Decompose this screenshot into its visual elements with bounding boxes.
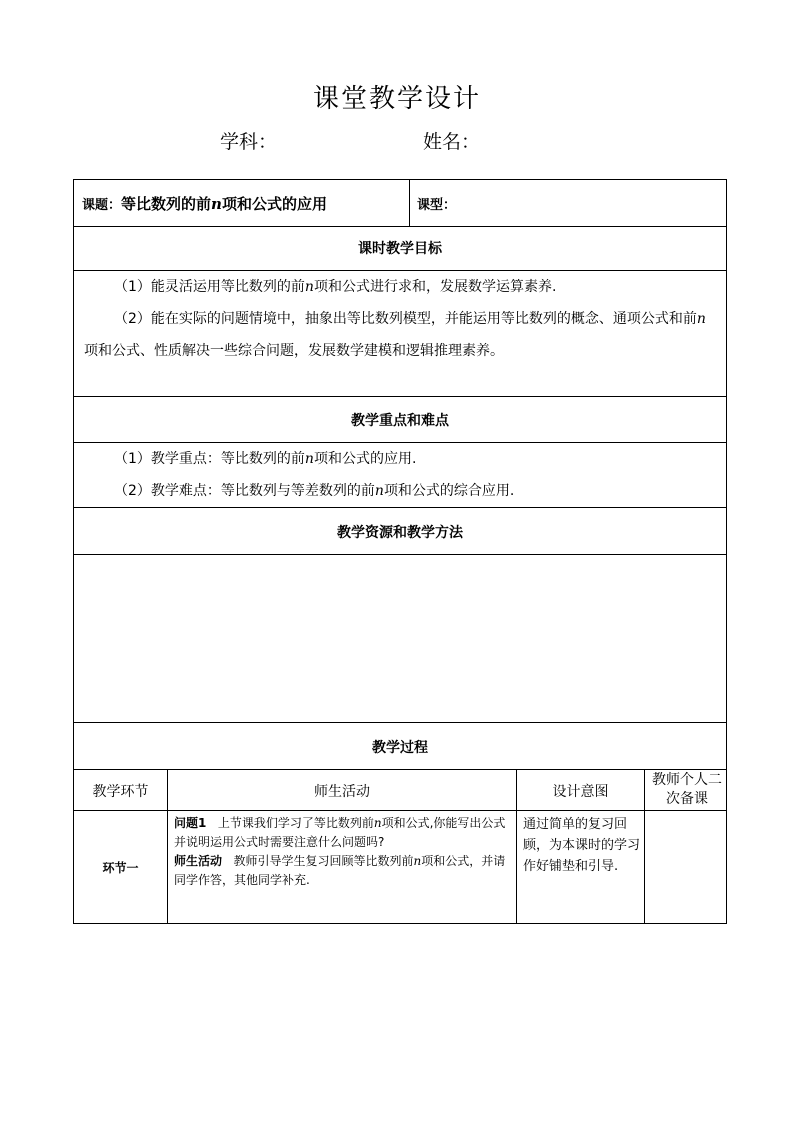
key-points-body — [74, 443, 726, 507]
row-divider — [73, 226, 727, 227]
row-divider — [73, 722, 727, 723]
column-header-stage: 教学环节 — [92, 784, 149, 800]
column-header-notes: 教师个人二次备课 — [652, 772, 722, 807]
topic-cell — [76, 180, 406, 226]
key-points-heading: 教学重点和难点 — [351, 413, 449, 429]
column-divider — [409, 180, 410, 226]
intent-cell: 通过简单的复习回顾，为本课时的学习作好铺垫和引导. — [523, 817, 641, 874]
name-label: 姓名： — [423, 131, 481, 153]
notes-cell — [645, 812, 726, 923]
subject-label: 学科： — [220, 131, 278, 153]
objectives-heading: 课时教学目标 — [358, 241, 442, 257]
topic-label: 课题： — [82, 197, 122, 213]
activity-cell — [170, 812, 516, 890]
course-type-label: 课型： — [417, 197, 457, 213]
activity-text: 师生活动 教师引导学生复习回顾等比数列前n项和公式，并请同学作答，其他同学补充. — [174, 854, 506, 887]
column-header-intent: 设计意图 — [552, 784, 609, 800]
row-divider — [73, 810, 727, 811]
objective-item: （1）能灵活运用等比数列的前n项和公式进行求和，发展数学运算素养. — [114, 279, 557, 295]
process-heading: 教学过程 — [372, 740, 428, 756]
row-divider — [73, 507, 727, 508]
row-divider — [73, 769, 727, 770]
key-point-item: （1）教学重点：等比数列的前n项和公式的应用. — [114, 451, 417, 467]
question-text: 问题1 上节课我们学习了等比数列前n项和公式,你能写出公式并说明运用公式时需要注意什么问题吗? — [174, 816, 506, 849]
stage-cell: 环节一 — [102, 861, 139, 875]
resources-body — [74, 555, 726, 721]
row-divider — [73, 396, 727, 397]
topic-value: 等比数列的前n项和公式的应用 — [121, 194, 327, 213]
objective-item: （2）能在实际的问题情境中，抽象出等比数列模型，并能运用等比数列的概念、通项公式和前n项和公式、性质解决一些综合问题，发展数学建模和逻辑推理素养。 — [84, 311, 706, 359]
document-title: 课堂教学设计 — [312, 84, 481, 114]
resources-heading: 教学资源和教学方法 — [337, 525, 463, 541]
key-point-item: （2）教学难点：等比数列与等差数列的前n项和公式的综合应用. — [114, 483, 515, 499]
objectives-body — [74, 271, 726, 367]
column-header-activity: 师生活动 — [314, 784, 370, 800]
